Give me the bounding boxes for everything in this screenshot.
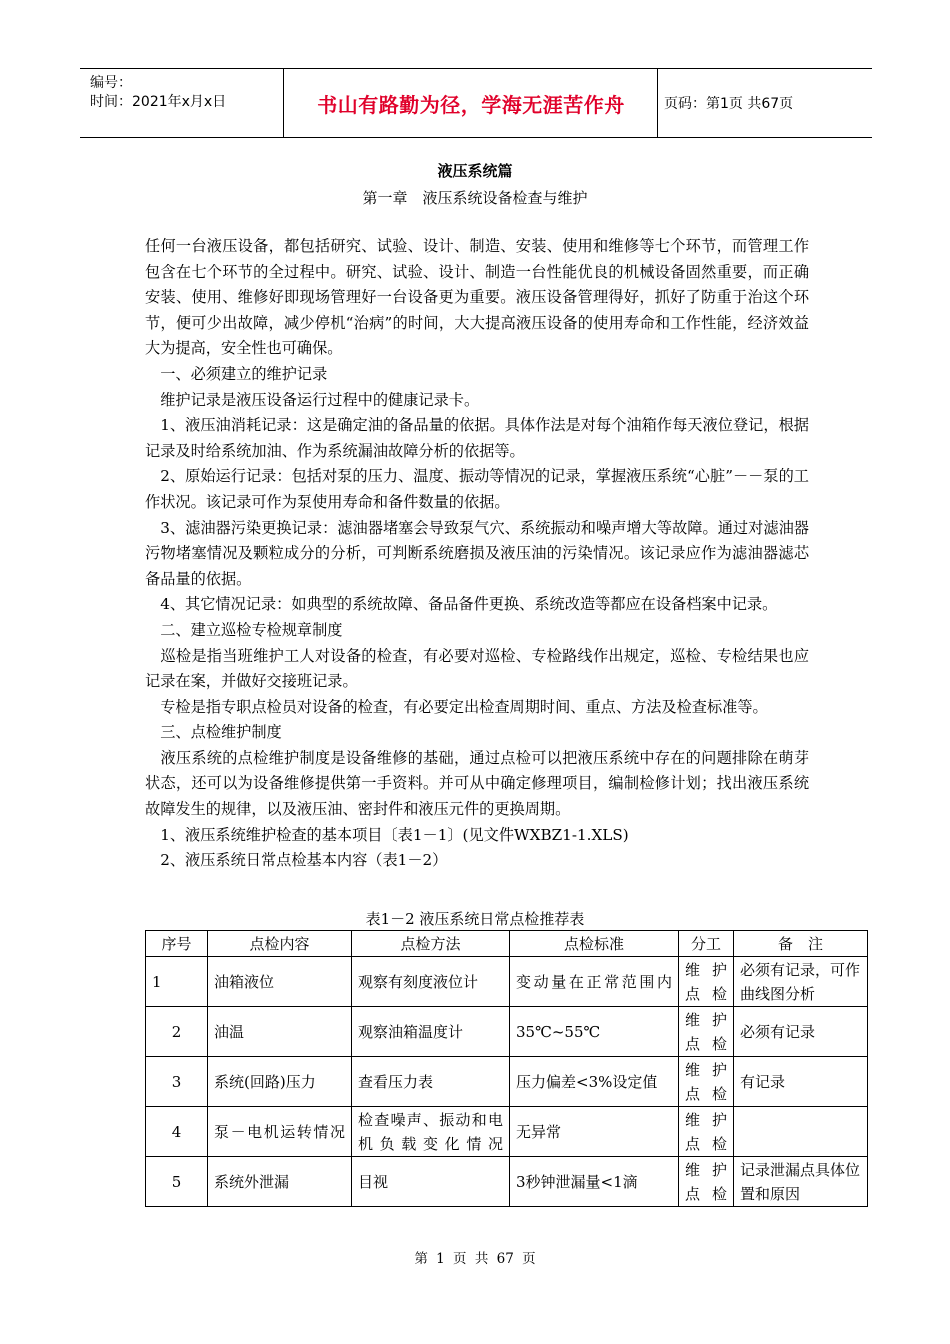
table-cell bbox=[734, 1107, 868, 1157]
paragraph: 4、其它情况记录：如典型的系统故障、备品备件更换、系统改造等都应在设备档案中记录。 bbox=[145, 595, 778, 614]
table-row bbox=[146, 957, 868, 1007]
table-cell: 泵－电机运转情况 bbox=[208, 1107, 352, 1157]
header-page-cell bbox=[664, 69, 872, 137]
table-header-cell: 分工 bbox=[679, 931, 734, 957]
table-cell: 油温 bbox=[208, 1007, 352, 1057]
paragraph: 2、液压系统日常点检基本内容（表1－2） bbox=[145, 851, 448, 870]
table-cell: 维护点检 bbox=[679, 957, 734, 1007]
table-cell: 油箱液位 bbox=[208, 957, 352, 1007]
table-cell: 1 bbox=[146, 957, 208, 1007]
chapter-title: 第一章 液压系统设备检查与维护 bbox=[362, 189, 588, 207]
number-label: 编号： bbox=[90, 75, 132, 91]
table-row bbox=[146, 1057, 868, 1107]
header-meta bbox=[80, 69, 284, 137]
table-cell: 目视 bbox=[352, 1157, 510, 1207]
table-cell: 系统(回路)压力 bbox=[208, 1057, 352, 1107]
table-cell: 维护点检 bbox=[679, 1107, 734, 1157]
page-info: 页码：第1页 共67页 bbox=[664, 96, 794, 112]
table-header-cell: 点检内容 bbox=[208, 931, 352, 957]
paragraph: 1、液压系统维护检查的基本项目〔表1－1〕(见文件WXBZ1-1.XLS) bbox=[145, 825, 629, 844]
time-label: 时间：2021年x月x日 bbox=[90, 94, 227, 110]
table-header-row bbox=[146, 931, 868, 957]
table-cell: 观察有刻度液位计 bbox=[352, 957, 510, 1007]
inspection-table bbox=[145, 930, 868, 1207]
table-cell: 2 bbox=[146, 1007, 208, 1057]
section-heading: 一、必须建立的维护记录 bbox=[145, 364, 328, 383]
table-row bbox=[146, 1007, 868, 1057]
table-cell: 3 bbox=[146, 1057, 208, 1107]
table-cell: 记录泄漏点具体位置和原因 bbox=[734, 1157, 868, 1207]
paragraph: 维护记录是液压设备运行过程中的健康记录卡。 bbox=[145, 390, 480, 409]
table-cell: 3秒钟泄漏量<1滴 bbox=[510, 1157, 679, 1207]
table-cell: 压力偏差<3%设定值 bbox=[510, 1057, 679, 1107]
paragraph: 巡检是指当班维护工人对设备的检查，有必要对巡检、专检路线作出规定，巡检、专检结果也应记录在案，并做好交接班记录。 bbox=[145, 646, 809, 691]
table-header-cell: 点检标准 bbox=[510, 931, 679, 957]
paragraph: 1、液压油消耗记录：这是确定油的备品量的依据。具体作法是对每个油箱作每天液位登记，根据记录及时给系统加油、作为系统漏油故障分析的依据等。 bbox=[145, 416, 809, 460]
paragraph: 专检是指专职点检员对设备的检查，有必要定出检查周期时间、重点、方法及检查标准等。 bbox=[145, 697, 768, 716]
table-cell: 变动量在正常范围内 bbox=[510, 957, 679, 1007]
table-cell: 必须有记录，可作曲线图分析 bbox=[734, 957, 868, 1007]
paragraph: 液压系统的点检维护制度是设备维修的基础，通过点检可以把液压系统中存在的问题排除在萌芽状态，还可以为设备维修提供第一手资料。并可从中确定修理项目，编制检修计划；找出液压系统故障发生的规律，以及液压油、密封件和液压元件的更换周期。 bbox=[145, 748, 809, 819]
paragraph: 3、滤油器污染更换记录：滤油器堵塞会导致泵气穴、系统振动和噪声增大等故障。通过对滤油器污物堵塞情况及颗粒成分的分析，可判断系统磨损及液压油的污染情况。该记录应作为滤油器滤芯备品量的依据。 bbox=[145, 518, 809, 588]
table-caption: 表1－2 液压系统日常点检推荐表 bbox=[365, 910, 585, 928]
section-heading: 三、点检维护制度 bbox=[145, 723, 282, 742]
table-cell: 查看压力表 bbox=[352, 1057, 510, 1107]
document-title: 液压系统篇 bbox=[437, 162, 513, 180]
paragraph: 任何一台液压设备，都包括研究、试验、设计、制造、安装、使用和维修等七个环节，而管理工作包含在七个环节的全过程中。研究、试验、设计、制造一台性能优良的机械设备固然重要，而正确安装、使用、维修好即现场管理好一台设备更为重要。液压设备管理得好，抓好了防重于治这个环节，便可少出故障，减少停机“治病”的时间，大大提高液压设备的使用寿命和工作性能，经济效益大为提高，安全性也可确保。 bbox=[145, 237, 809, 358]
table-row bbox=[146, 1107, 868, 1157]
table-header-cell: 备 注 bbox=[734, 931, 868, 957]
table-cell: 35℃~55℃ bbox=[510, 1007, 679, 1057]
table-cell: 必须有记录 bbox=[734, 1007, 868, 1057]
table-cell: 观察油箱温度计 bbox=[352, 1007, 510, 1057]
table-cell: 5 bbox=[146, 1157, 208, 1207]
section-heading: 二、建立巡检专检规章制度 bbox=[145, 620, 343, 639]
table-cell: 系统外泄漏 bbox=[208, 1157, 352, 1207]
table-header-cell: 序号 bbox=[146, 931, 208, 957]
table-cell: 维护点检 bbox=[679, 1057, 734, 1107]
page-header bbox=[80, 68, 872, 138]
paragraph: 2、原始运行记录：包括对泵的压力、温度、振动等情况的记录，掌握液压系统“心脏”－－泵的工作状况。该记录可作为泵使用寿命和备件数量的依据。 bbox=[145, 467, 809, 511]
table-header-cell: 点检方法 bbox=[352, 931, 510, 957]
table-cell: 维护点检 bbox=[679, 1007, 734, 1057]
table-cell: 检查噪声、振动和电机负载变化情况 bbox=[352, 1107, 510, 1157]
motto: 书山有路勤为径，学海无涯苦作舟 bbox=[317, 92, 625, 117]
table-cell: 维护点检 bbox=[679, 1157, 734, 1207]
page-footer: 第 1 页 共 67 页 bbox=[414, 1251, 536, 1267]
table-cell: 无异常 bbox=[510, 1107, 679, 1157]
header-motto-cell bbox=[285, 69, 658, 137]
table-row bbox=[146, 1157, 868, 1207]
table-cell: 有记录 bbox=[734, 1057, 868, 1107]
table-cell: 4 bbox=[146, 1107, 208, 1157]
body-text bbox=[145, 234, 809, 874]
